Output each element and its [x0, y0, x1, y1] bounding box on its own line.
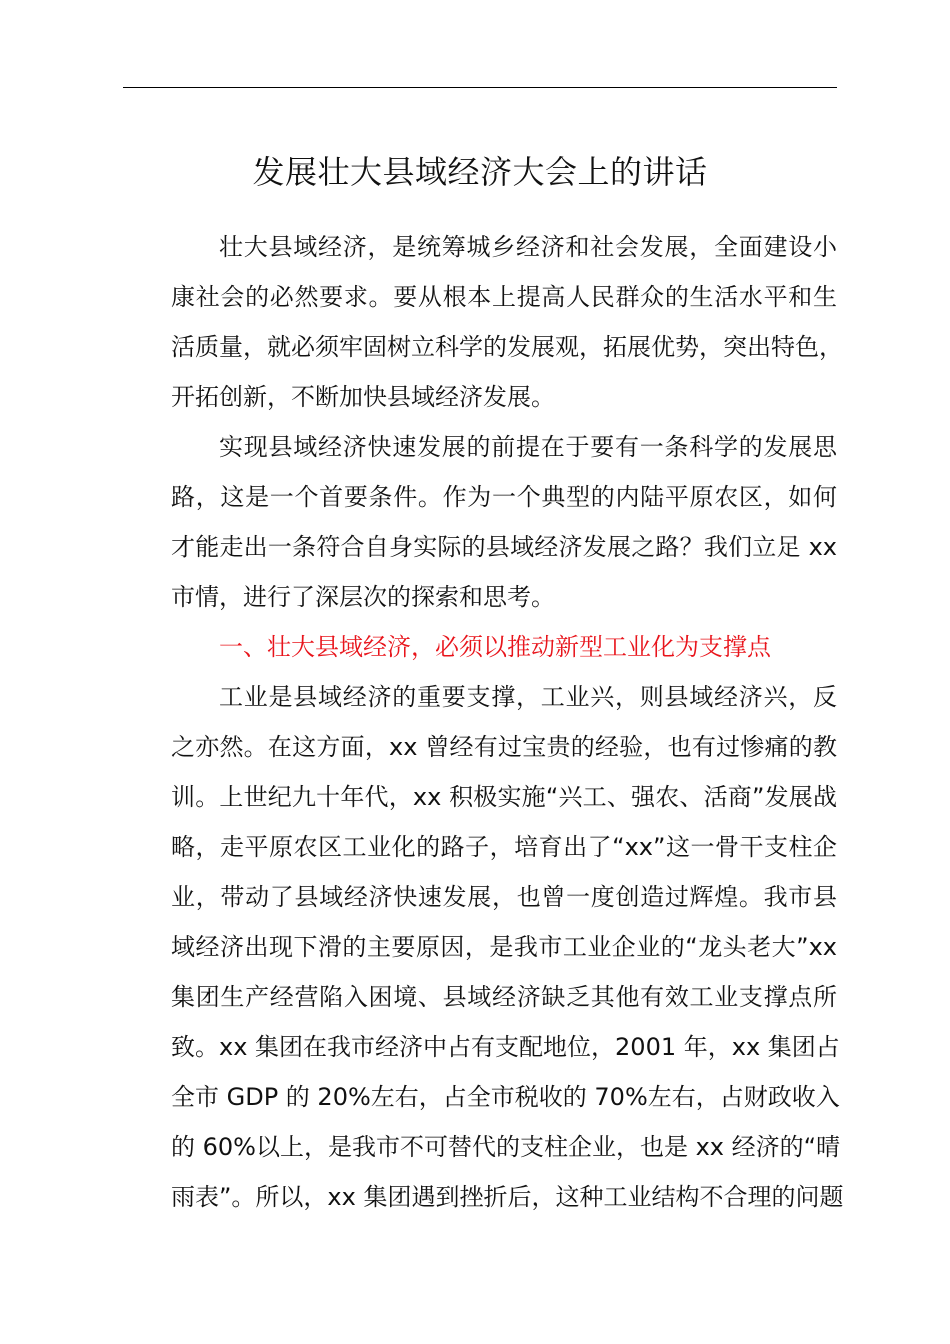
text-line: 开拓创新，不断加快县域经济发展。: [171, 383, 555, 411]
document-body: [123, 222, 844, 1222]
header-rule: [123, 87, 837, 88]
text-line: 工业是县域经济的重要支撑，工业兴，则县域经济兴，反: [219, 683, 837, 711]
text-line: 业，带动了县域经济快速发展，也曾一度创造过辉煌。我市县: [171, 883, 837, 911]
text-line: 壮大县域经济，是统筹城乡经济和社会发展，全面建设小: [219, 233, 837, 261]
text-line: 康社会的必然要求。要从根本上提高人民群众的生活水平和生: [171, 283, 837, 311]
text-line: 的 60%以上，是我市不可替代的支柱企业，也是 xx 经济的“晴: [171, 1133, 841, 1161]
paragraph-3: [123, 672, 844, 1222]
text-line: 市情，进行了深层次的探索和思考。: [171, 583, 555, 611]
text-line: 才能走出一条符合自身实际的县域经济发展之路？我们立足 xx: [171, 533, 837, 561]
text-line: 训。上世纪九十年代，xx 积极实施“兴工、强农、活商”发展战: [171, 783, 837, 811]
text-line: 之亦然。在这方面，xx 曾经有过宝贵的经验，也有过惨痛的教: [171, 733, 837, 761]
text-line: 集团生产经营陷入困境、县域经济缺乏其他有效工业支撑点所: [171, 983, 837, 1011]
text-line: 域经济出现下滑的主要原因，是我市工业企业的“龙头老大”xx: [171, 933, 837, 961]
paragraph-1: [123, 222, 843, 422]
section-heading-1: [123, 622, 837, 672]
text-line: 活质量，就必须牢固树立科学的发展观，拓展优势，突出特色，: [171, 333, 843, 361]
text-line: 实现县域经济快速发展的前提在于要有一条科学的发展思: [219, 433, 837, 461]
text-line: 路，这是一个首要条件。作为一个典型的内陆平原农区，如何: [171, 483, 837, 511]
text-line: 雨表”。所以，xx 集团遇到挫折后，这种工业结构不合理的问题: [171, 1183, 844, 1211]
section-heading-text: 一、壮大县域经济，必须以推动新型工业化为支撑点: [219, 633, 771, 661]
document-title: 发展壮大县域经济大会上的讲话: [252, 153, 708, 191]
text-line: 略，走平原农区工业化的路子，培育出了“xx”这一骨干支柱企: [171, 833, 837, 861]
text-line: 致。xx 集团在我市经济中占有支配地位，2001 年，xx 集团占: [171, 1033, 840, 1061]
text-line: 全市 GDP 的 20%左右，占全市税收的 70%左右，占财政收入: [171, 1083, 840, 1111]
paragraph-2: [123, 422, 837, 622]
